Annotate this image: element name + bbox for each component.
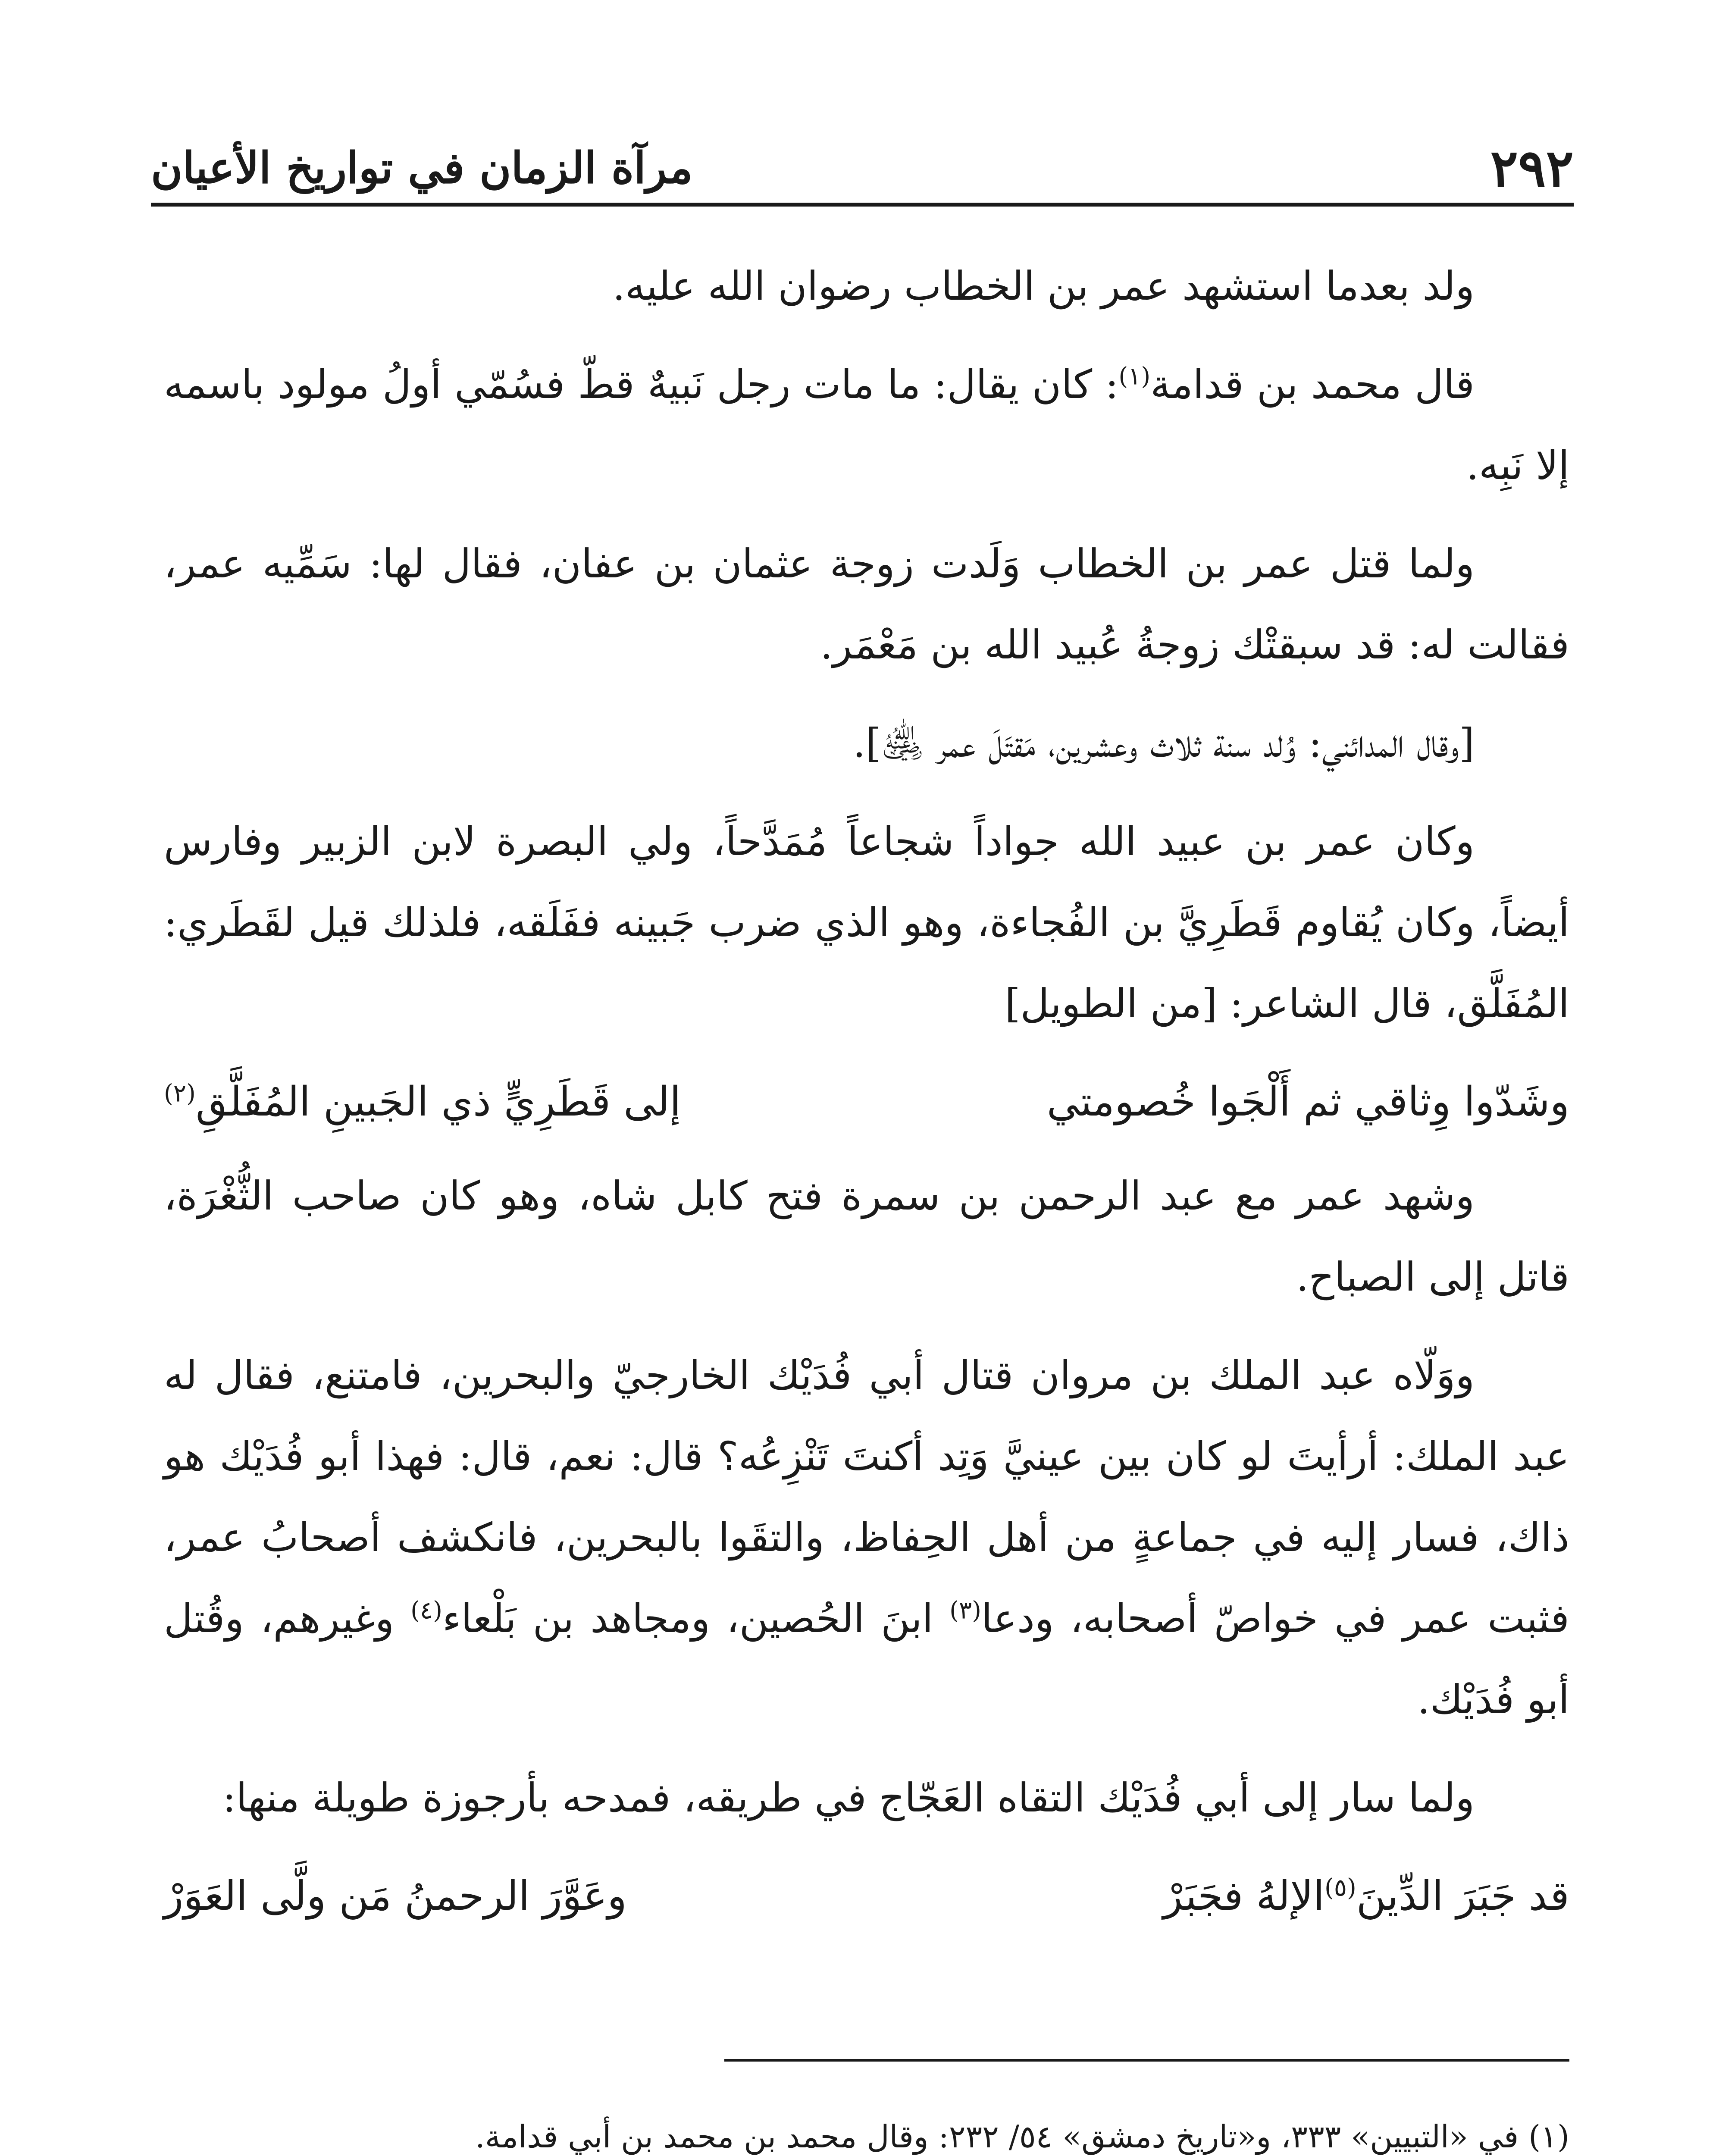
paragraph [164,1758,1569,1839]
header-rule [151,203,1574,207]
paragraph-text: ولد بعدما استشهد عمر بن الخطاب رضوان الله عليه. [612,263,1475,309]
footnotes [164,2104,1569,2156]
paragraph-text: ولما قتل عمر بن الخطاب وَلَدت زوجة عثمان بن عفان، فقال لها: سَمِّيه عمر، فقالت له: قد سبقتْك زوجةُ عُبيد الله بن مَعْمَر. [164,541,1569,668]
footnote-ref: (١) [1118,362,1151,391]
paragraph [164,523,1569,686]
paragraph [164,1156,1569,1318]
paragraph-text: قال محمد بن قدامة [1150,361,1475,407]
paragraph-text: وغيرهم، وقُتل أبو فُدَيْك. [164,1595,1569,1723]
running-title: مرآة الزمان في تواريخ الأعيان [151,142,693,193]
paragraph-text: ابنَ الحُصين، ومجاهد بن بَلْعاء [442,1595,950,1642]
footnote-separator [724,2059,1569,2062]
footnote-ref: (٥) [1324,1874,1356,1902]
footnote-ref: (٢) [164,1079,196,1108]
paragraph-text: : كان يقال: ما مات رجل نَبيهٌ قطّ فسُمّي أولُ مولود باسمه إلا نَبِه. [164,361,1569,489]
verse-text: قد جَبَرَ الدِّينَ [1356,1873,1569,1920]
paragraph [164,703,1569,784]
paragraph-text: ووَلّاه عبد الملك بن مروان قتال أبي فُدَيْك الخارجيّ والبحرين، فامتنع، فقال له عبد الملك: أرأيتَ لو كان بين عينيَّ وَتِد أكنتَ تَنْزِعُه؟ قال: نعم، قال: فهذا أبو فُدَيْك هو ذاك، فسار إليه في جماعةٍ من أهل الحِفاظ، والتقَوا بالبحرين، فانكشف أصحابُ عمر، فثبت عمر في خواصّ أصحابه، ودعا [164,1352,1569,1642]
verse-text: إلى قَطَرِيٍّ ذي الجَبينِ المُفَلَّقِ [195,1078,681,1125]
verse-first-hemistich: وشَدّوا وِثاقي ثم أَلْجَوا خُصومتي [1046,1078,1569,1125]
poem-verse [164,1062,1569,1143]
paragraph-text: وشهد عمر مع عبد الرحمن بن سمرة فتح كابل شاه، وهو كان صاحب الثُّغْرَة، قاتل إلى الصباح. [164,1173,1569,1300]
verse-first-hemistich [1163,1856,1570,1937]
paragraph-text: [وقال المدائني: وُلد سنة ثلاث وعشرين، مَقتَلَ عمر ﵁]. [853,720,1475,766]
page-header [151,129,1574,207]
paragraph [164,246,1569,327]
paragraph-text: ولما سار إلى أبي فُدَيْك التقاه العَجّاج في طريقه، فمدحه بأرجوزة طويلة منها: [222,1775,1475,1821]
paragraph-text: وكان عمر بن عبيد الله جواداً شجاعاً مُمَدَّحاً، ولي البصرة لابن الزبير وفارس أيضاً، وكان يُقاوم قَطَرِيَّ بن الفُجاءة، وهو الذي ضرب جَبينه ففَلَقه، فلذلك قيل لقَطَري: المُفَلَّق، قال الشاعر: [من الطويل] [164,818,1569,1027]
verse-text: الإلهُ فجَبَرْ [1163,1873,1324,1920]
footnote-ref: (٤) [410,1596,442,1625]
footnote-ref: (٣) [949,1596,981,1625]
verse-second-hemistich: وعَوَّرَ الرحمنُ مَن ولَّى العَوَرْ [164,1873,627,1920]
footnote: (١) في «التبيين» ٣٣٣، و«تاريخ دمشق» ٥٤/ ٢٣٢: وقال محمد بن محمد بن أبي قدامة. [475,2118,1569,2155]
main-text [164,246,1569,1950]
paragraph [164,1335,1569,1740]
page-number: ٢٩٢ [1490,138,1574,199]
poem-verse [164,1856,1569,1937]
paragraph [164,801,1569,1044]
paragraph [164,344,1569,506]
verse-second-hemistich [164,1062,681,1143]
